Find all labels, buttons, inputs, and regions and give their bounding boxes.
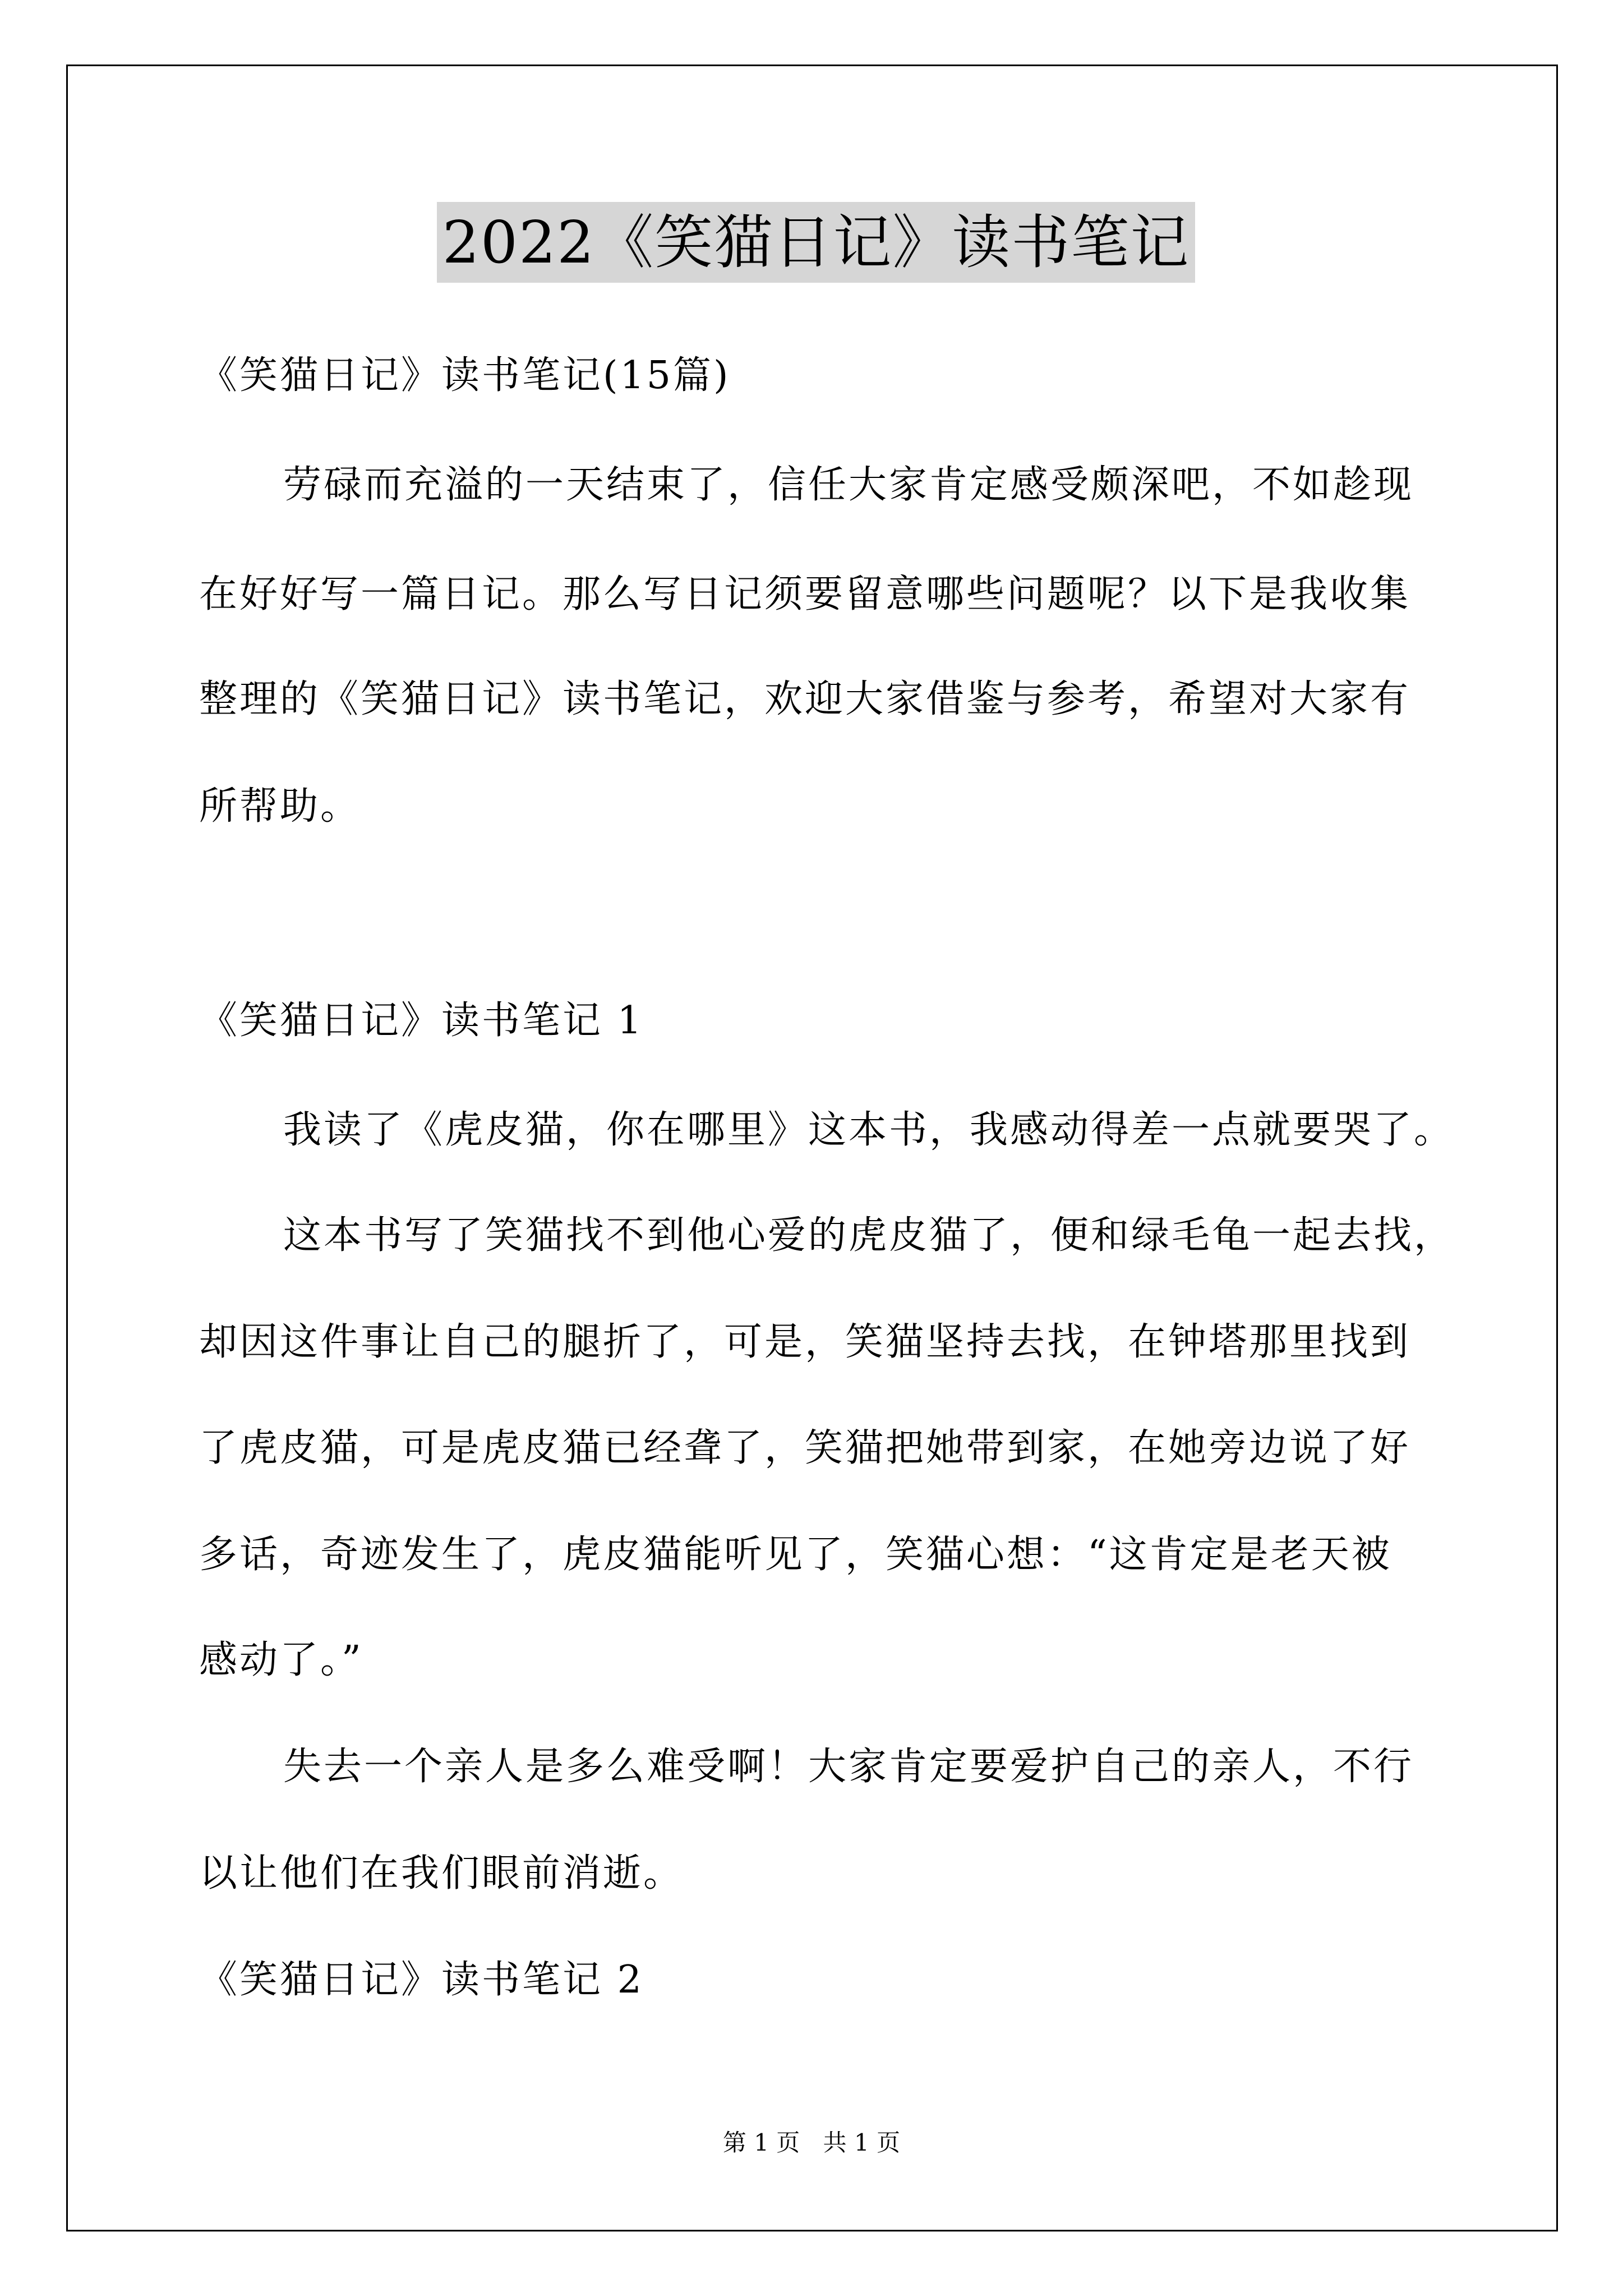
intro-line: 整理的《笑猫日记》读书笔记，欢迎大家借鉴与参考，希望对大家有 — [199, 677, 1411, 721]
intro-line: 在好好写一篇日记。那么写日记须要留意哪些问题呢？以下是我收集 — [199, 572, 1411, 616]
paragraph-line: 失去一个亲人是多么难受啊！大家肯定要爱护自己的亲人，不行 — [283, 1745, 1414, 1789]
paragraph-line: 却因这件事让自己的腿折了，可是，笑猫坚持去找，在钟塔那里找到 — [199, 1320, 1411, 1364]
title-container — [199, 202, 1433, 283]
paragraph-line: 以让他们在我们眼前消逝。 — [199, 1851, 684, 1895]
paragraph-line: 多话，奇迹发生了，虎皮猫能听见了，笑猫心想：“这肯定是老天被 — [199, 1533, 1392, 1577]
intro-line: 所帮助。 — [199, 784, 361, 829]
paragraph-line: 了虎皮猫，可是虎皮猫已经聋了，笑猫把她带到家，在她旁边说了好 — [199, 1426, 1411, 1470]
document-title: 2022《笑猫日记》读书笔记 — [437, 202, 1196, 283]
paragraph-line: 这本书写了笑猫找不到他心爱的虎皮猫了，便和绿毛龟一起去找， — [283, 1213, 1455, 1258]
section-heading: 《笑猫日记》读书笔记 1 — [199, 999, 644, 1043]
page-footer — [0, 2129, 1623, 2157]
page-number: 第 1 页 — [722, 2129, 800, 2156]
paragraph-line: 我读了《虎皮猫，你在哪里》这本书，我感动得差一点就要哭了。 — [283, 1108, 1455, 1152]
section-heading: 《笑猫日记》读书笔记 2 — [199, 1958, 644, 2002]
paragraph-line: 感动了。” — [199, 1638, 363, 1682]
page-total: 共 1 页 — [823, 2129, 901, 2156]
intro-line: 劳碌而充溢的一天结束了，信任大家肯定感受颇深吧，不如趁现 — [283, 463, 1414, 507]
document-subtitle: 《笑猫日记》读书笔记(15篇) — [199, 353, 731, 398]
